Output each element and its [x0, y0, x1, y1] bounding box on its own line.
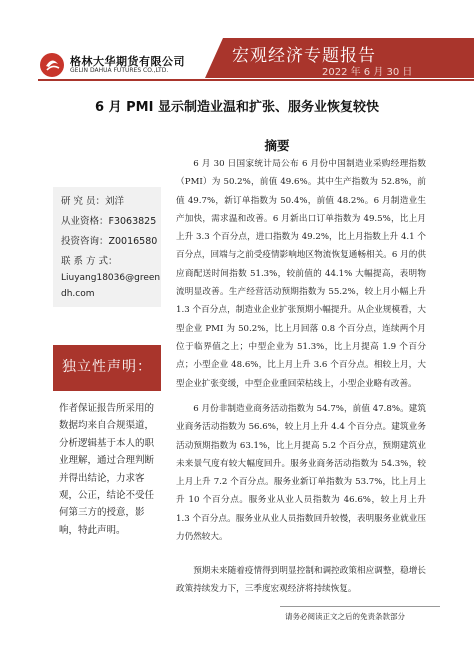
abstract-paragraph-2: 6 月份非制造业商务活动指数为 54.7%，前值 47.8%。建筑业商务活动指数为 56.6%，较上月上升 4.4 个百分点。建筑业务活动预期指数为 63.1%，比上月提高 5.2 个百分点，预期建筑业未来景气度有较大幅度回升。服务业商务活动指数为 54.3%，较上月上升 7.2 个百分点。服务业新订单指数为 53.7%，比上月上升 10 个百分点。服务业从业人员指数为 46.6%，较上月上升 1.3 个百分点。服务业从业人员指数回升较慢，表明服务业就业压力仍然较大。: [176, 404, 426, 543]
report-type-title: 宏观经济专题报告: [232, 46, 376, 66]
banner-notch: [205, 38, 223, 78]
independence-statement-heading: 独立性声明：: [62, 359, 152, 375]
footer-divider: [280, 606, 440, 607]
company-name-cn: 格林大华期货有限公司: [70, 55, 185, 68]
company-name-en: GELIN DAHUA FUTURES CO.,LTD.: [70, 67, 169, 74]
report-title: 6 月 PMI 显示制造业温和扩张、服务业恢复较快: [95, 100, 379, 115]
footer-disclaimer: 请务必阅读正文之后的免责条款部分: [285, 612, 405, 621]
analyst-contact-label: 联 系 方 式：: [61, 256, 118, 267]
analyst-name: 研 究 员：刘洋: [61, 196, 125, 207]
header-divider: [38, 79, 474, 81]
report-header: [0, 0, 474, 86]
report-date: 2022 年 6 月 30 日: [322, 67, 413, 78]
independence-statement-body: 作者保证报告所采用的数据均来自合规渠道，分析逻辑基于本人的职业理解，通过合理判断并得出结论，力求客观，公正，结论不受任何第三方的授意，影响，特此声明。: [59, 403, 155, 536]
analyst-advisory: 投资咨询：Z0016580: [61, 236, 158, 247]
analyst-license: 从业资格：F3063825: [61, 216, 157, 227]
abstract-paragraph-3: 预期未来随着疫情得到明显控制和调控政策相应调整，稳增长政策持续发力下，三季度宏观经济将持续恢复。: [176, 566, 426, 595]
abstract-heading: 摘要: [264, 138, 290, 153]
company-logo: [38, 52, 208, 78]
analyst-email[interactable]: Liuyang18036@greendh.com: [61, 273, 161, 299]
company-logo-icon: [38, 52, 66, 78]
abstract-paragraph-1: 6 月 30 日国家统计局公布 6 月份中国制造业采购经理指数（PMI）为 50.2%，前值 49.6%。其中生产指数为 52.8%，前值 49.7%，新订单指数为 50.4%，前值 48.2%。6 月制造业生产加快，需求温和改善。6 月新出口订单指数为 49.5%，比上月上升 3.3 个百分点，进口指数为 49.2%，比上月指数上升 4.1 个百分点，回端与之前受疫情影响地区物流恢复通畅相关。6 月的供应商配送时间指数 51.3%，较前值的 44.1% 大幅提高，表明物流明显改善。生产经营活动预期指数为 55.2%，较上月小幅上升 1.3 个百分点，制造业企业扩张预期小幅提升。从企业规模看，大型企业 PMI 为 50.2%，比上月回落 0.8 个百分点，连续两个月位于临界值之上；中型企业为 51.3%，比上月提高 1.9 个百分点；小型企业 48.6%，比上月上升 3.6 个百分点。相较上月，大型企业扩张变缓，中型企业重回荣枯线上，小型企业略有改善。: [176, 159, 426, 389]
